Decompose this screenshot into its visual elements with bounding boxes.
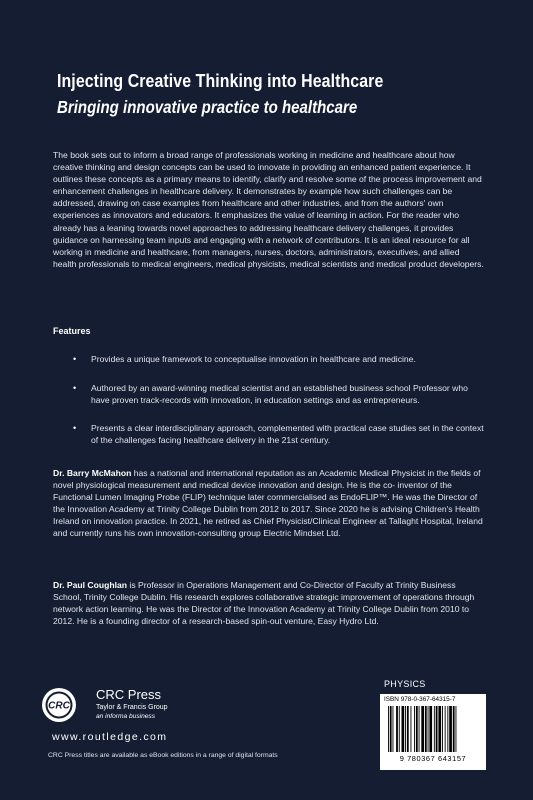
book-subtitle: Bringing innovative practice to healthcare — [57, 97, 358, 117]
barcode-bar — [429, 706, 432, 752]
barcode-bar — [434, 706, 435, 752]
barcode-bar — [438, 706, 441, 752]
author-bio-text: is Professor in Operations Management and Co-Director of Faculty at Trinity Business School, Trinity College Dublin. His research explores collaborative strategic improvement of operations through network action learning. He was the Director of the Innovation Academy at Trinity College Dublin from 2010 to 2012. He is a founding director of a research-based spin-out venture, Easy Hydro Ltd. — [53, 580, 475, 627]
barcode-bar — [442, 706, 443, 752]
author-name: Dr. Paul Coughlan — [53, 580, 128, 590]
bullet-icon: • — [73, 383, 77, 393]
barcode-bars — [386, 706, 480, 754]
author-bio-coughlan — [53, 579, 485, 627]
barcode-bar — [425, 706, 427, 752]
barcode-bar — [396, 706, 398, 752]
barcode-bar — [449, 706, 452, 752]
barcode-bar — [411, 706, 412, 752]
barcode-bar — [405, 706, 406, 752]
feature-item — [73, 422, 486, 446]
barcode-bar — [445, 706, 446, 752]
author-bio-mcmahon — [53, 467, 485, 540]
barcode-bar — [447, 706, 448, 752]
barcode-bar — [390, 706, 392, 752]
author-bio-text: has a national and international reputation as an Academic Medical Physicist in the fields of novel physiological measurement and medical device innovation and design. He is the co- inventor of the Functional Lumen Imaging Probe (FLIP) technique later commercialised as EndoFLIP™. He was the Director of the Innovation Academy at Trinity College Dublin from 2012 to 2017. Since 2020 he is advising Children's Health Ireland on innovation practice. In 2021, he retired as Chief Physicist/Clinical Engineer at Tallaght Hospital, Ireland and currently runs his own innovation-consulting group Electric Mindset Ltd. — [53, 468, 483, 539]
crc-press-logo-icon — [41, 687, 77, 723]
bullet-icon: • — [73, 423, 77, 433]
barcode-bar — [419, 706, 420, 752]
barcode-bar — [436, 706, 438, 752]
features-heading: Features — [53, 326, 91, 336]
feature-text: Provides a unique framework to conceptualise innovation in healthcare and medicine. — [91, 354, 416, 364]
barcode-bar — [393, 706, 394, 752]
barcode-bar — [402, 706, 405, 752]
subject-category: PHYSICS — [384, 679, 426, 689]
book-title: Injecting Creative Thinking into Healthcare — [57, 70, 384, 91]
ebook-formats-note: CRC Press titles are available as eBook editions in a range of digital formats — [48, 752, 278, 759]
feature-item — [73, 382, 486, 406]
feature-text: Authored by an award-winning medical scientist and an established business school Professor who have proven track-records with innovation, in education settings and as entrepreneurs. — [91, 383, 468, 406]
bullet-icon: • — [73, 354, 77, 364]
barcode-bar — [428, 706, 429, 752]
barcode-number: 9 780367 643157 — [399, 754, 467, 763]
isbn-barcode — [380, 694, 486, 770]
isbn-text: ISBN 978-0-367-64315-7 — [384, 696, 456, 703]
barcode-bar — [453, 706, 455, 752]
book-description: The book sets out to inform a broad range of professionals working in medicine and healthcare about how creative thinking and design concepts can be used to innovate in providing an enhanced patient experience. It outlines these concepts as a primary means to identify, clarify and resolve some of the process improvement and enhancement challenges in healthcare delivery. It demonstrates by example how such challenges can be addressed, drawing on case examples from healthcare and other industries, and from the authors' own experiences as innovators and educators. It emphasizes the value of learning in action. For the reader who already has a leaning towards novel approaches to addressing healthcare delivery challenges, it provides guidance on harnessing team inputs and engaging with a network of contributors. It is an ideal resource for all working in medicine and healthcare, from managers, nurses, doctors, administrators, executives, and allied health professionals to medical engineers, medical physicists, medical scientists and medical product developers. — [53, 150, 484, 269]
barcode-bar — [456, 706, 457, 752]
barcode-bar — [421, 706, 424, 752]
barcode-bar — [414, 706, 415, 752]
publisher-business: an informa business — [96, 713, 156, 720]
author-name: Dr. Barry McMahon — [53, 468, 132, 478]
publisher-name: CRC Press — [96, 687, 162, 702]
publisher-group: Taylor & Francis Group — [96, 704, 168, 711]
barcode-bar — [407, 706, 409, 752]
logo-lettering: CRC — [48, 700, 70, 712]
feature-text: Presents a clear interdisciplinary approach, complemented with practical case studies set in the context of the challenges facing healthcare delivery in the 21st century. — [91, 423, 484, 446]
publisher-website: www.routledge.com — [52, 731, 168, 743]
barcode-bar — [416, 706, 418, 752]
barcode-bar — [388, 706, 389, 752]
barcode-bar — [399, 706, 400, 752]
feature-item — [73, 353, 486, 365]
